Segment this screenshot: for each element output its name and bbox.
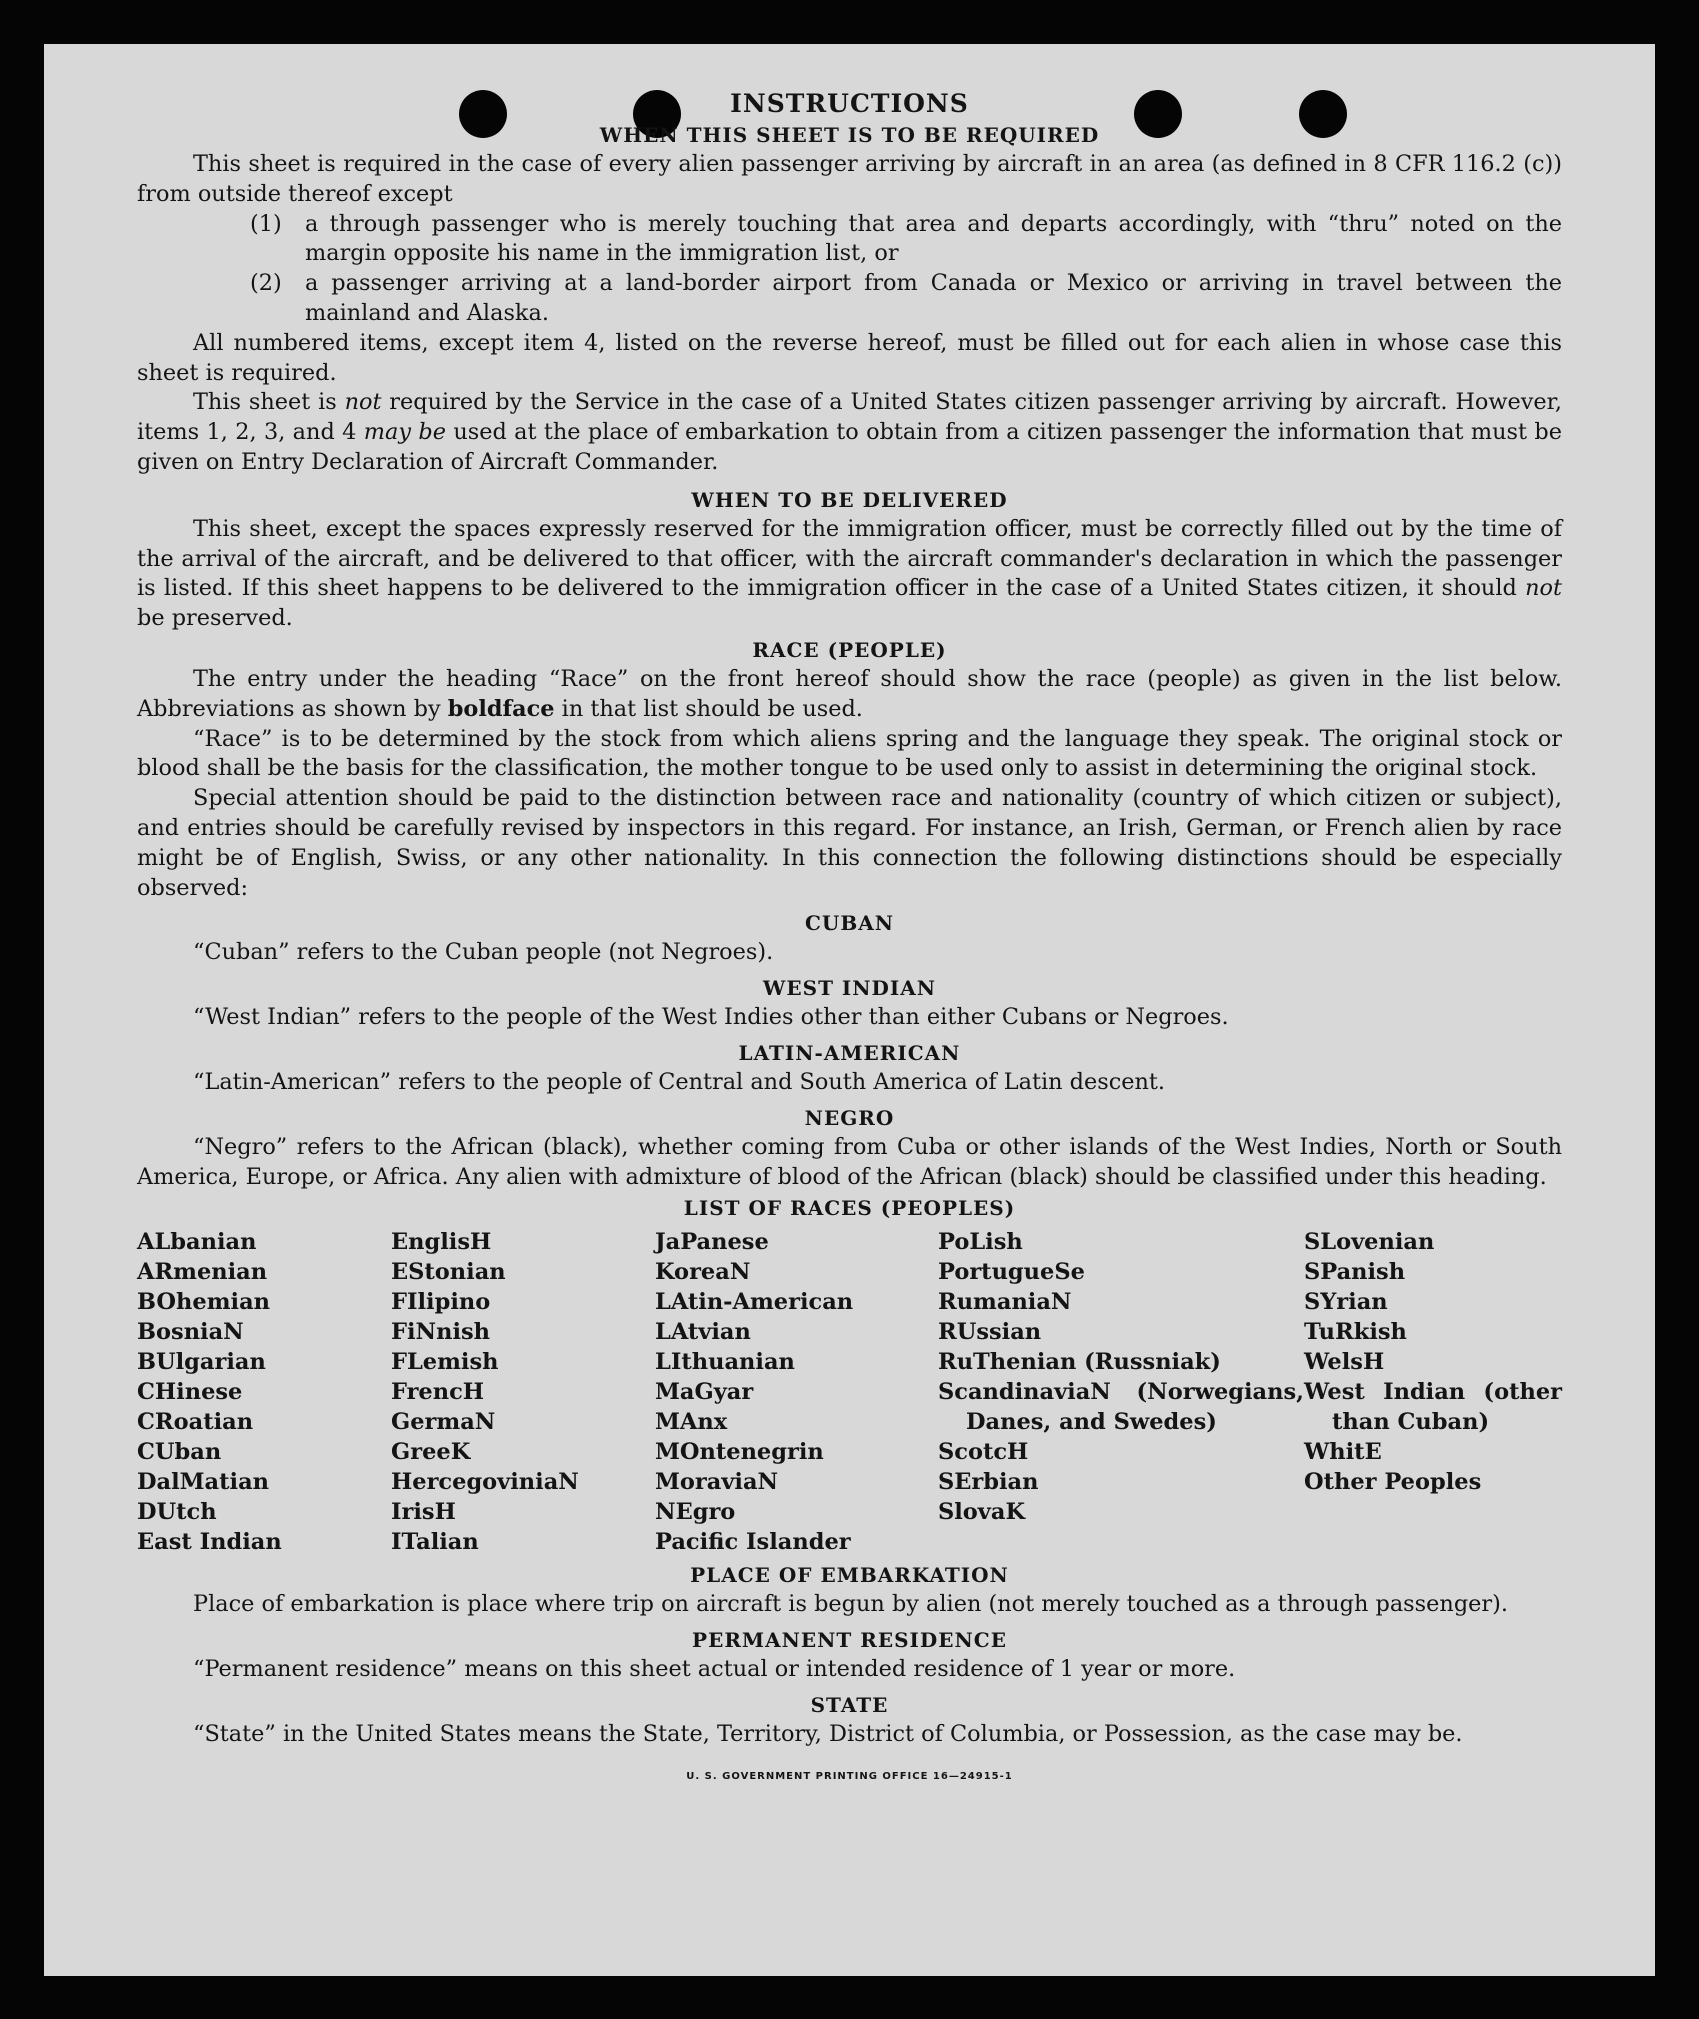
race-entry: RUssian [938, 1319, 1042, 1346]
race-entry: CRoatian [137, 1409, 254, 1436]
race-entry: BosniaN [137, 1319, 244, 1346]
race-entry: EStonian [391, 1259, 506, 1286]
race-entry: NEgro [655, 1499, 736, 1526]
race-entry: DUtch [137, 1499, 217, 1526]
race-entry: PortugueSe [938, 1259, 1085, 1286]
race-para-1 [137, 665, 1562, 725]
race-entry: SErbian [938, 1469, 1039, 1496]
text-run: required by the Service in the case of a United States citizen passenger arriving by aircraft. However, items 1, 2, 3, and 4 [137, 389, 1562, 446]
race-entry: GreeK [391, 1439, 471, 1466]
race-entry: SlovaK [938, 1499, 1026, 1526]
race-entry: IrisH [391, 1499, 456, 1526]
race-entry: PoLish [938, 1229, 1023, 1256]
heading-west-indian: WEST INDIAN [762, 976, 937, 1001]
race-entry: CHinese [137, 1379, 243, 1406]
race-entry: SPanish [1304, 1259, 1406, 1286]
text-run: used at the place of embarkation to obtain from a citizen passenger the information that must be given on Entry Declaration of Aircraft Commander. [137, 419, 1562, 475]
race-entry: RumaniaN [938, 1289, 1072, 1316]
race-para-3: Special attention should be paid to the distinction between race and nationality (country of which citizen or subject), and entries should be carefully revised by inspectors in this regard. For instance, an Irish, German, or French alien by race might be of English, Swiss, or any other nationality. In this connection the following distinctions should be especially observed: [137, 785, 1562, 901]
heading-negro: NEGRO [804, 1105, 895, 1130]
race-entry: FIlipino [391, 1289, 491, 1316]
required-para-3 [137, 388, 1562, 477]
races-column-5 [1304, 1227, 1562, 1557]
race-entry: ScandinaviaN (Norwegians, Danes, and Swedes) [938, 1379, 1304, 1436]
race-entry: MoraviaN [655, 1469, 779, 1496]
race-entry: TuRkish [1304, 1319, 1407, 1346]
embarkation-text: Place of embarkation is place where trip on aircraft is begun by alien (not merely touched as a through passenger). [193, 1591, 1508, 1618]
races-list [137, 1227, 1562, 1557]
heading-place-of-embarkation: PLACE OF EMBARKATION [690, 1563, 1009, 1588]
race-entry: HercegoviniaN [391, 1469, 579, 1496]
race-entry: FLemish [391, 1349, 499, 1376]
heading-when-required: WHEN THIS SHEET IS TO BE REQUIRED [599, 123, 1100, 147]
emphasis: not [1525, 575, 1562, 602]
race-entry: West Indian (other than Cuban) [1304, 1379, 1562, 1436]
state-text: “State” in the United States means the State, Territory, District of Columbia, or Possession, as the case may be. [193, 1720, 1463, 1747]
item-number: (1) [250, 210, 282, 237]
instructions-content [137, 89, 1562, 1792]
race-entry: ITalian [391, 1529, 479, 1556]
race-entry: Pacific Islander [655, 1529, 851, 1556]
item-text: a through passenger who is merely touching that area and departs accordingly, with “thru” noted on the margin opposite his name in the immigration list, or [305, 210, 1562, 267]
races-column-2 [391, 1227, 655, 1557]
required-item-2 [250, 269, 1562, 329]
heading-cuban: CUBAN [804, 911, 895, 936]
text-run: in that list should be used. [554, 695, 863, 722]
race-entry: ARmenian [137, 1259, 268, 1286]
heading-when-delivered: WHEN TO BE DELIVERED [691, 487, 1008, 512]
race-entry: BUlgarian [137, 1349, 266, 1376]
cuban-text: “Cuban” refers to the Cuban people (not Negroes). [193, 939, 774, 966]
race-entry: EnglisH [391, 1229, 492, 1256]
race-entry: Other Peoples [1304, 1469, 1482, 1496]
required-intro: This sheet is required in the case of every alien passenger arriving by aircraft in an area (as defined in 8 CFR 116.2 (c)) from outside thereof except [137, 151, 1562, 207]
race-entry: LIthuanian [655, 1349, 795, 1376]
heading-list-of-races: LIST OF RACES (PEOPLES) [683, 1196, 1016, 1221]
text-run: The entry under the heading “Race” on the front hereof should show the race (people) as given in the list below. Abbreviations as shown by [137, 665, 1562, 722]
west-indian-text: “West Indian” refers to the people of the West Indies other than either Cubans or Negroes. [193, 1004, 1229, 1031]
race-entry: ALbanian [137, 1229, 257, 1256]
race-entry: JaPanese [655, 1229, 769, 1256]
race-entry: BOhemian [137, 1289, 271, 1316]
race-entry: MaGyar [655, 1379, 754, 1406]
residence-text: “Permanent residence” means on this sheet actual or intended residence of 1 year or more. [193, 1656, 1236, 1683]
race-entry: SYrian [1304, 1289, 1388, 1316]
item-number: (2) [250, 270, 282, 297]
race-entry: FiNnish [391, 1319, 491, 1346]
negro-text: “Negro” refers to the African (black), whether coming from Cuba or other islands of the West Indies, North or South America, Europe, or Africa. Any alien with admixture of blood of the African (black) should be classified under this heading. [137, 1133, 1562, 1190]
race-entry: ScotcH [938, 1439, 1029, 1466]
document-sheet [44, 44, 1655, 1976]
races-column-4 [938, 1227, 1304, 1557]
required-para-2: All numbered items, except item 4, listed on the reverse hereof, must be filled out for each alien in whose case this sheet is required. [137, 329, 1562, 386]
race-entry: DalMatian [137, 1469, 270, 1496]
page-title: INSTRUCTIONS [730, 89, 969, 118]
race-entry: WhitE [1304, 1439, 1382, 1466]
bold-word: boldface [447, 695, 555, 722]
text-run: This sheet is [193, 389, 345, 416]
text-run: be preserved. [137, 605, 293, 632]
race-entry: SLovenian [1304, 1229, 1435, 1256]
race-entry: MOntenegrin [655, 1439, 824, 1466]
race-entry: East Indian [137, 1529, 282, 1556]
heading-latin-american: LATIN-AMERICAN [738, 1040, 961, 1065]
races-column-3 [655, 1227, 938, 1557]
race-entry: CUban [137, 1439, 222, 1466]
text-run: This sheet, except the spaces expressly reserved for the immigration officer, must be correctly filled out by the time of the arrival of the aircraft, and be delivered to that officer, with the aircraft commander's declaration in which the passenger is listed. If this sheet happens to be delivered to the immigration officer in the case of a United States citizen, it should [137, 515, 1562, 602]
race-entry: LAtvian [655, 1319, 751, 1346]
printing-office-footer: U. S. GOVERNMENT PRINTING OFFICE 16—24915-1 [686, 1770, 1013, 1782]
heading-race: RACE (PEOPLE) [752, 637, 947, 662]
required-item-1 [250, 210, 1562, 270]
race-entry: WelsH [1304, 1349, 1385, 1376]
race-entry: GermaN [391, 1409, 496, 1436]
race-entry: LAtin-American [655, 1289, 854, 1316]
race-entry: KoreaN [655, 1259, 751, 1286]
emphasis: may be [363, 419, 446, 446]
emphasis: not [344, 389, 382, 416]
races-column-1 [137, 1227, 391, 1557]
race-para-2: “Race” is to be determined by the stock from which aliens spring and the language they speak. The original stock or blood shall be the basis for the classification, the mother tongue to be used only to assist in determining the original stock. [137, 725, 1562, 782]
item-text: a passenger arriving at a land-border airport from Canada or Mexico or arriving in travel between the mainland and Alaska. [305, 270, 1562, 326]
race-entry: MAnx [655, 1409, 728, 1436]
latin-american-text: “Latin-American” refers to the people of Central and South America of Latin descent. [193, 1068, 1166, 1095]
race-entry: RuThenian (Russniak) [938, 1349, 1221, 1376]
heading-permanent-residence: PERMANENT RESIDENCE [692, 1628, 1007, 1653]
race-entry: FrencH [391, 1379, 485, 1406]
heading-state: STATE [810, 1692, 889, 1717]
delivered-para [137, 515, 1562, 634]
